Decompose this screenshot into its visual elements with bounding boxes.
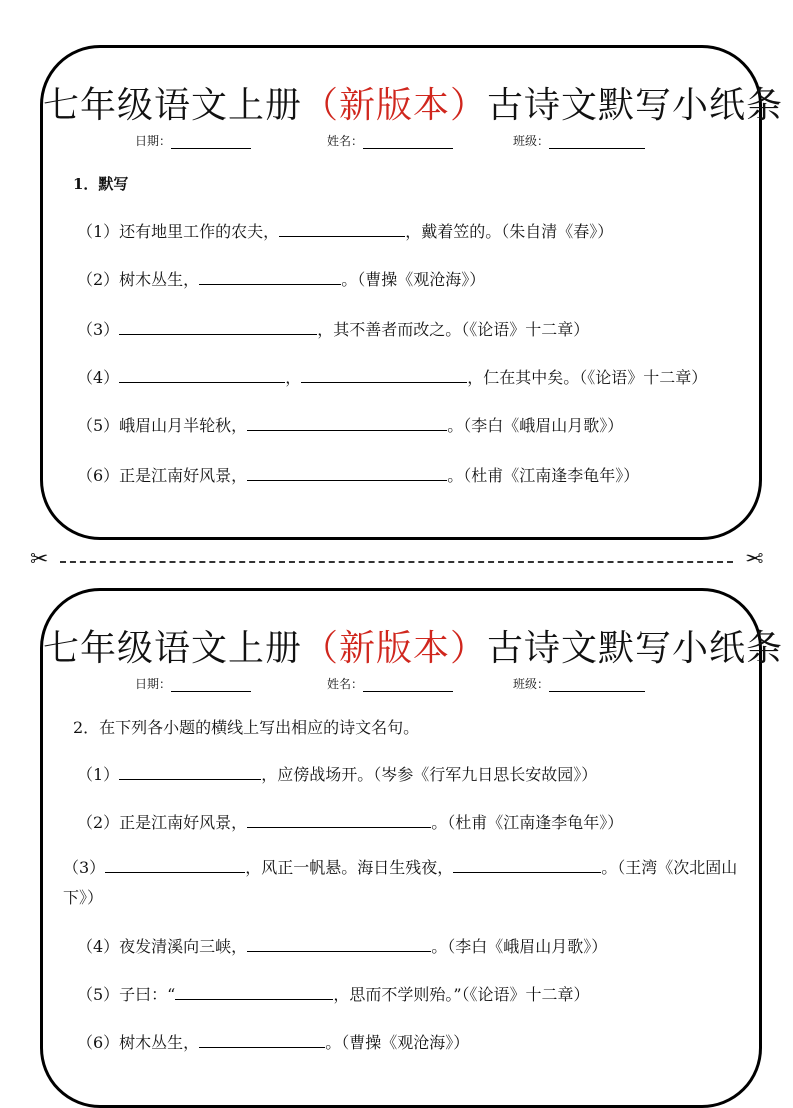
question-item: （5）子曰：“ ，思而不学则殆。”（《论语》十二章） — [77, 985, 590, 1004]
question-item: （2）树木丛生， 。（曹操《观沧海》） — [77, 270, 486, 289]
question-heading: 2．在下列各小题的横线上写出相应的诗文名句。 — [73, 718, 420, 737]
answer-blank[interactable] — [119, 318, 317, 335]
cut-line — [30, 547, 763, 572]
title-highlight: （新版本） — [302, 85, 488, 126]
answer-blank[interactable] — [119, 366, 285, 383]
class-field[interactable]: 班级： — [513, 132, 645, 149]
answer-blank[interactable] — [279, 220, 405, 237]
question-item: （4） ， ，仁在其中矣。（《论语》十二章） — [77, 368, 708, 387]
meta-row — [43, 132, 759, 150]
question-item: （4）夜发清溪向三峡， 。（李白《峨眉山月歌》） — [77, 937, 608, 956]
class-field[interactable]: 班级： — [513, 675, 645, 692]
answer-blank[interactable] — [453, 856, 601, 873]
name-field[interactable]: 姓名： — [327, 675, 453, 692]
answer-blank[interactable] — [119, 763, 261, 780]
question-item: （1）还有地里工作的农夫， ，戴着笠的。（朱自清《春》） — [77, 222, 614, 241]
quiz-card-1 — [40, 45, 784, 540]
answer-blank[interactable] — [199, 268, 341, 285]
question-heading: 1．默写 — [73, 175, 129, 193]
title-highlight: （新版本） — [302, 628, 488, 669]
question-item: （6）正是江南好风景， 。（杜甫《江南逢李龟年》） — [77, 466, 640, 485]
question-item: （1） ，应傍战场开。（岑参《行军九日思长安故园》） — [77, 765, 598, 784]
card-title: 七年级语文上册（新版本）古诗文默写小纸条 — [43, 85, 784, 126]
question-item: （5）峨眉山月半轮秋， 。（李白《峨眉山月歌》） — [77, 416, 624, 435]
question-item: （3） ，其不善者而改之。（《论语》十二章） — [77, 320, 590, 339]
scissors-icon: ✂ — [30, 547, 49, 572]
answer-blank[interactable] — [199, 1031, 325, 1048]
date-field[interactable]: 日期： — [135, 675, 251, 692]
dashed-divider — [60, 561, 733, 563]
answer-blank[interactable] — [247, 811, 431, 828]
question-item: （3） ，风正一帆悬。海日生残夜， 。（王湾《次北固山下》） — [63, 858, 738, 907]
answer-blank[interactable] — [247, 414, 447, 431]
answer-blank[interactable] — [247, 464, 447, 481]
answer-blank[interactable] — [175, 983, 333, 1000]
card-title: 七年级语文上册（新版本）古诗文默写小纸条 — [43, 628, 784, 669]
quiz-card-2 — [40, 588, 784, 1108]
question-item: （6）树木丛生， 。（曹操《观沧海》） — [77, 1033, 470, 1052]
meta-row — [43, 675, 759, 693]
answer-blank[interactable] — [105, 856, 245, 873]
scissors-icon: ✂ — [744, 547, 763, 572]
answer-blank[interactable] — [301, 366, 467, 383]
date-field[interactable]: 日期： — [135, 132, 251, 149]
answer-blank[interactable] — [247, 935, 431, 952]
question-item: （2）正是江南好风景， 。（杜甫《江南逢李龟年》） — [77, 813, 624, 832]
name-field[interactable]: 姓名： — [327, 132, 453, 149]
